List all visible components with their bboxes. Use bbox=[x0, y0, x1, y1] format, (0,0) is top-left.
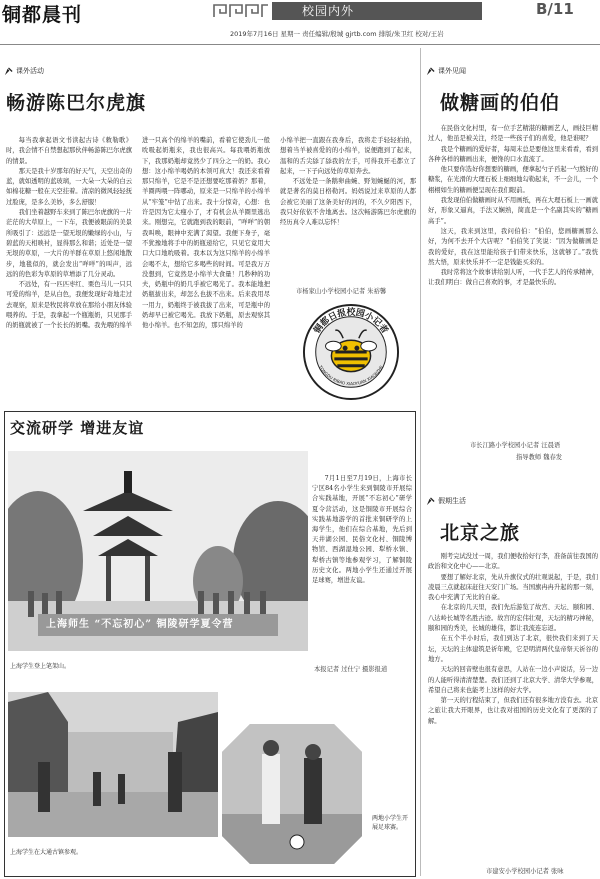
header-rule bbox=[0, 44, 600, 45]
badge-bottom-text: TONGDU RIBAO XIAOYUAN XIAOJIZHE bbox=[317, 364, 385, 387]
right-bottom-kicker bbox=[426, 496, 466, 506]
paragraph: 小绵羊把一直跟在我身后，我将走手轻轻拍拍，想着当羊被喜爱的的小绵羊，说便跑到了起来，温和的舌尖舔了舔我的左手，可得我开毛都立了起来，一下子向远处的草原奔去。 bbox=[280, 137, 416, 175]
badge-ring-text: 铜都日报校园小记者 bbox=[312, 307, 390, 336]
left-kicker bbox=[4, 66, 44, 76]
left-signature: 市杨家山小学校园小记者 朱裕馨 bbox=[296, 288, 387, 295]
pen-nib-icon bbox=[4, 67, 13, 76]
left-article-col3 bbox=[280, 136, 416, 276]
masthead: 铜都晨刊 bbox=[2, 4, 83, 26]
reporter-badge-logo bbox=[302, 303, 400, 401]
paragraph: 要想了解好北京，先从升旗仪式的壮观说起，于是，我们凌晨三点就起床赶往天安门广场。当国旗冉冉升起的那一刻，我心中充满了无比的自豪。 bbox=[428, 573, 598, 602]
dateline: 2019年7月16日 星期一 责任编辑/殷城 gjrtb.com 排版/朱卫红 校对/王岩 bbox=[230, 30, 444, 38]
left-kicker-label: 课外活动 bbox=[16, 67, 44, 75]
street-illustration bbox=[8, 692, 218, 837]
right-bottom-body bbox=[428, 552, 598, 862]
pavilion-photo bbox=[8, 451, 308, 651]
paragraph: 我是个糖画的爱好者，每周末总是要他这里来看看，看到各种各样的糖画出来，便馋的口水直流了。 bbox=[428, 145, 598, 163]
group-banner: 上海师生 “不忘初心” 铜陵研学夏令营 bbox=[46, 619, 234, 630]
paragraph: 每当我拿起语文书读起古诗《敕勒歌》时，我会情不自禁想起那伙伴畅游陈巴尔虎旗的情景。 bbox=[6, 137, 132, 165]
paragraph: 第一天的行程结束了，但我们还有很多地方没有去。北京之旅让我大开眼界，也让我对祖国的历史文化有了更深的了解。 bbox=[428, 697, 598, 725]
paragraph: 7月1日至7月19日，上海市长宁区84名小学生来到铜陵市开展综合实践基地，开展“不忘初心”研学夏令营活动，这是铜陵市开展综合实践基地游学的首批来铜研学的上海学生，他们在综合基地，先后到天井湖公园、民俗文化村、铜陵博物馆、西湖湿地公园、犁桥水镇、犁桥古镇等地参观学习，了解铜陵历史文化。两地小学生还通过开展足球赛，增进友谊。 bbox=[312, 475, 412, 585]
right-top-headline: 做糖画的伯伯 bbox=[440, 92, 561, 114]
paragraph: 在民俗文化村里，有一位手艺精湛的糖画艺人，画技巨精过人，他虽是被关注，经是一些孩子们的喜爱，他是谁呢？ bbox=[428, 125, 598, 143]
page-number: B/11 bbox=[536, 0, 574, 18]
paragraph: 我时常将这个故事讲给别人听，一代手艺人的传承精神，让我们明白：做自己喜欢的事，才是最快乐的。 bbox=[428, 269, 598, 287]
soccer-caption: 两地小学生开展足球赛。 bbox=[372, 815, 409, 831]
right-bottom-kicker-label: 假期生活 bbox=[438, 497, 466, 505]
pen-nib-icon bbox=[426, 67, 435, 76]
street-photo bbox=[8, 692, 218, 837]
soccer-photo bbox=[222, 724, 362, 864]
column-divider bbox=[420, 48, 421, 876]
page-header bbox=[0, 0, 600, 26]
pavilion-caption: 上海学生登上笔架山。 bbox=[10, 663, 71, 670]
section-title: 校园内外 bbox=[302, 4, 355, 18]
meander-pattern-icon bbox=[212, 2, 270, 20]
left-article-col2 bbox=[142, 136, 270, 394]
paragraph: 在五个半小时后，我们到达了北京，很快我们来到了天坛，天坛的主体建筑是祈年殿，它是明清两代皇帝祭天祈谷的地方。 bbox=[428, 635, 598, 663]
left-headline: 畅游陈巴尔虎旗 bbox=[6, 92, 147, 114]
paragraph: 他只要你选好你想要的糖画，便拿起勺子舀起一勺熬好的糖浆，在光滑的大理石板上细细地勾勒起来，不一会儿，一个栩栩如生的糖画便呈现在我们眼前。 bbox=[428, 166, 598, 194]
feature-title: 交流研学 增进友谊 bbox=[10, 419, 145, 437]
street-caption: 上海学生在大通古镇参观。 bbox=[10, 849, 83, 856]
right-top-signature: 市长江路小学校园小记者 汪晨语 bbox=[470, 442, 561, 449]
right-top-teacher: 指导教师 魏春发 bbox=[516, 454, 563, 461]
paragraph: 我们坐着越野车来到了陈巴尔虎旗的一片茫茫的大草原上，一下车，我便被眼前的美景所吸引了：远远是一望无垠的嫩绿的小山，与碧蓝的天相映衬，显得那么和谐；近处是一望无垠的草原，一大片的羊群在草原上悠闲地散步，地毯似的，就会发出“咩咩”的叫声，远远的的色彩为草原的草增添了几分灵动。 bbox=[6, 209, 132, 278]
feature-body bbox=[312, 474, 412, 654]
feature-credit: 本报记者 过仕宁 摄影报道 bbox=[314, 666, 388, 673]
paragraph: 在北京的几天里，我们先后游览了故宫、天坛、颐和园、八达岭长城等名胜古迹。故宫的宏伟壮观，天坛的精巧神秘，颐和园的秀美，长城的雄伟，都让我流连忘返。 bbox=[428, 604, 598, 633]
paragraph: 不远处，有一匹匹枣红、栗色马儿一只只可爱的绵羊，是从白色，我便发现好奇地走过去观察，原来是牧民将草放在那给小朋友体验喂养的。于是，我拿起一个瓶瓶奶，只见那手的奶瓶就被了一个长长的奶嘴。我先喂的绵羊 bbox=[6, 281, 132, 330]
right-top-kicker bbox=[426, 66, 466, 76]
right-top-body bbox=[428, 124, 598, 438]
paragraph: 刚考完试没过一周，我们便收拾好行李，准备前往我国的政治和文化中心——北京。 bbox=[428, 553, 598, 571]
paragraph: 进一只高个的绵羊的嘴前，看着它使劲儿一般吮吸起奶瓶来，我也很高兴。每我喂奶瓶放下，我那奶瓶却竟然少了四分之一的奶。我心想：这小绵羊喝奶的本领可真大！我还来看着那只绵羊，它是不是还想要吃那着奶？那着，羊圈两喂一阵哪动，原来是一只绵羊的小绵羊从“牢笼”中钻了出来。我十分惊奇，心想：也许是因为它太瘦小了，才有机会从羊圈里逃出来。刚想完，它就跑到我的眼前，“咩咩”的朝我叫唤，眼神中充满了渴望。我便下身子，毫不犹豫地将手中的奶瓶递给它，只见它竟用大口大口地吮吸着。我本以为这只绵羊的小绵羊会喝不太，想给它多喝些的时间。可是我万万没想到，它竟然是小绵羊大食量！几秒种的功夫，奶瓶中的奶几乎被它喝光了。我本能地把奶瓶拔出来，却怎么也拔不出来。后来我用尽一用力，奶瓶终于被我拔了出来，可是瓶中的奶却早已被它喝光。我放下奶瓶，原去观察其他小绵羊。也不知怎的，那只绵羊的 bbox=[142, 137, 270, 330]
soccer-illustration bbox=[222, 724, 362, 864]
paragraph: 不远处是一条鹅卵曲蜿、野划蜿蜒的河，那就是著名的莫日格勒河。妈妈说过来草原的人都会被它美丽了这条美好的河的，不久夕阳西下，我只好依依不舍地离去。这次畅游陈巴尔虎旗的经历真令人难以忘怀！ bbox=[280, 178, 416, 227]
pen-nib-icon bbox=[426, 497, 435, 506]
paragraph: 天坛的回音壁也很有意思，人站在一边小声说话，另一边的人能听得清清楚楚。我们还到了北京大学、清华大学参观，希望自己将来也能考上这样的好大学。 bbox=[428, 666, 598, 694]
paragraph: 那天是我十岁那年的好天气，天空出奇的蓝，就如透明的蓝玻璃，一大朵一大朵的白云如棉花糖一般在天空挂着。清凉的微风轻轻抚过脸庞，是多么美妙，多么舒服！ bbox=[6, 167, 132, 206]
paragraph: 这天，我来到这里，我问伯伯：“伯伯，您画糖画那么好，为何不去开个大店呢？”伯伯笑了笑说：“因为做糖画是我的爱好，我在这里能给孩子们带来快乐，这就够了。”我恍然大悟，原来快乐并不一定是钱能买来的。 bbox=[428, 227, 598, 266]
paragraph: 我发现伯伯做糖画时从不用画纸，再在大理石板上一画就好，形象又逼真，手法又娴熟，简直是一个名副其实的“糖画高手”。 bbox=[428, 197, 598, 225]
right-top-kicker-label: 课外见闻 bbox=[438, 67, 466, 75]
left-article-col1 bbox=[6, 136, 132, 394]
right-bottom-headline: 北京之旅 bbox=[440, 522, 521, 544]
right-bottom-signature: 市建安小学校园小记者 张咏 bbox=[486, 868, 564, 875]
